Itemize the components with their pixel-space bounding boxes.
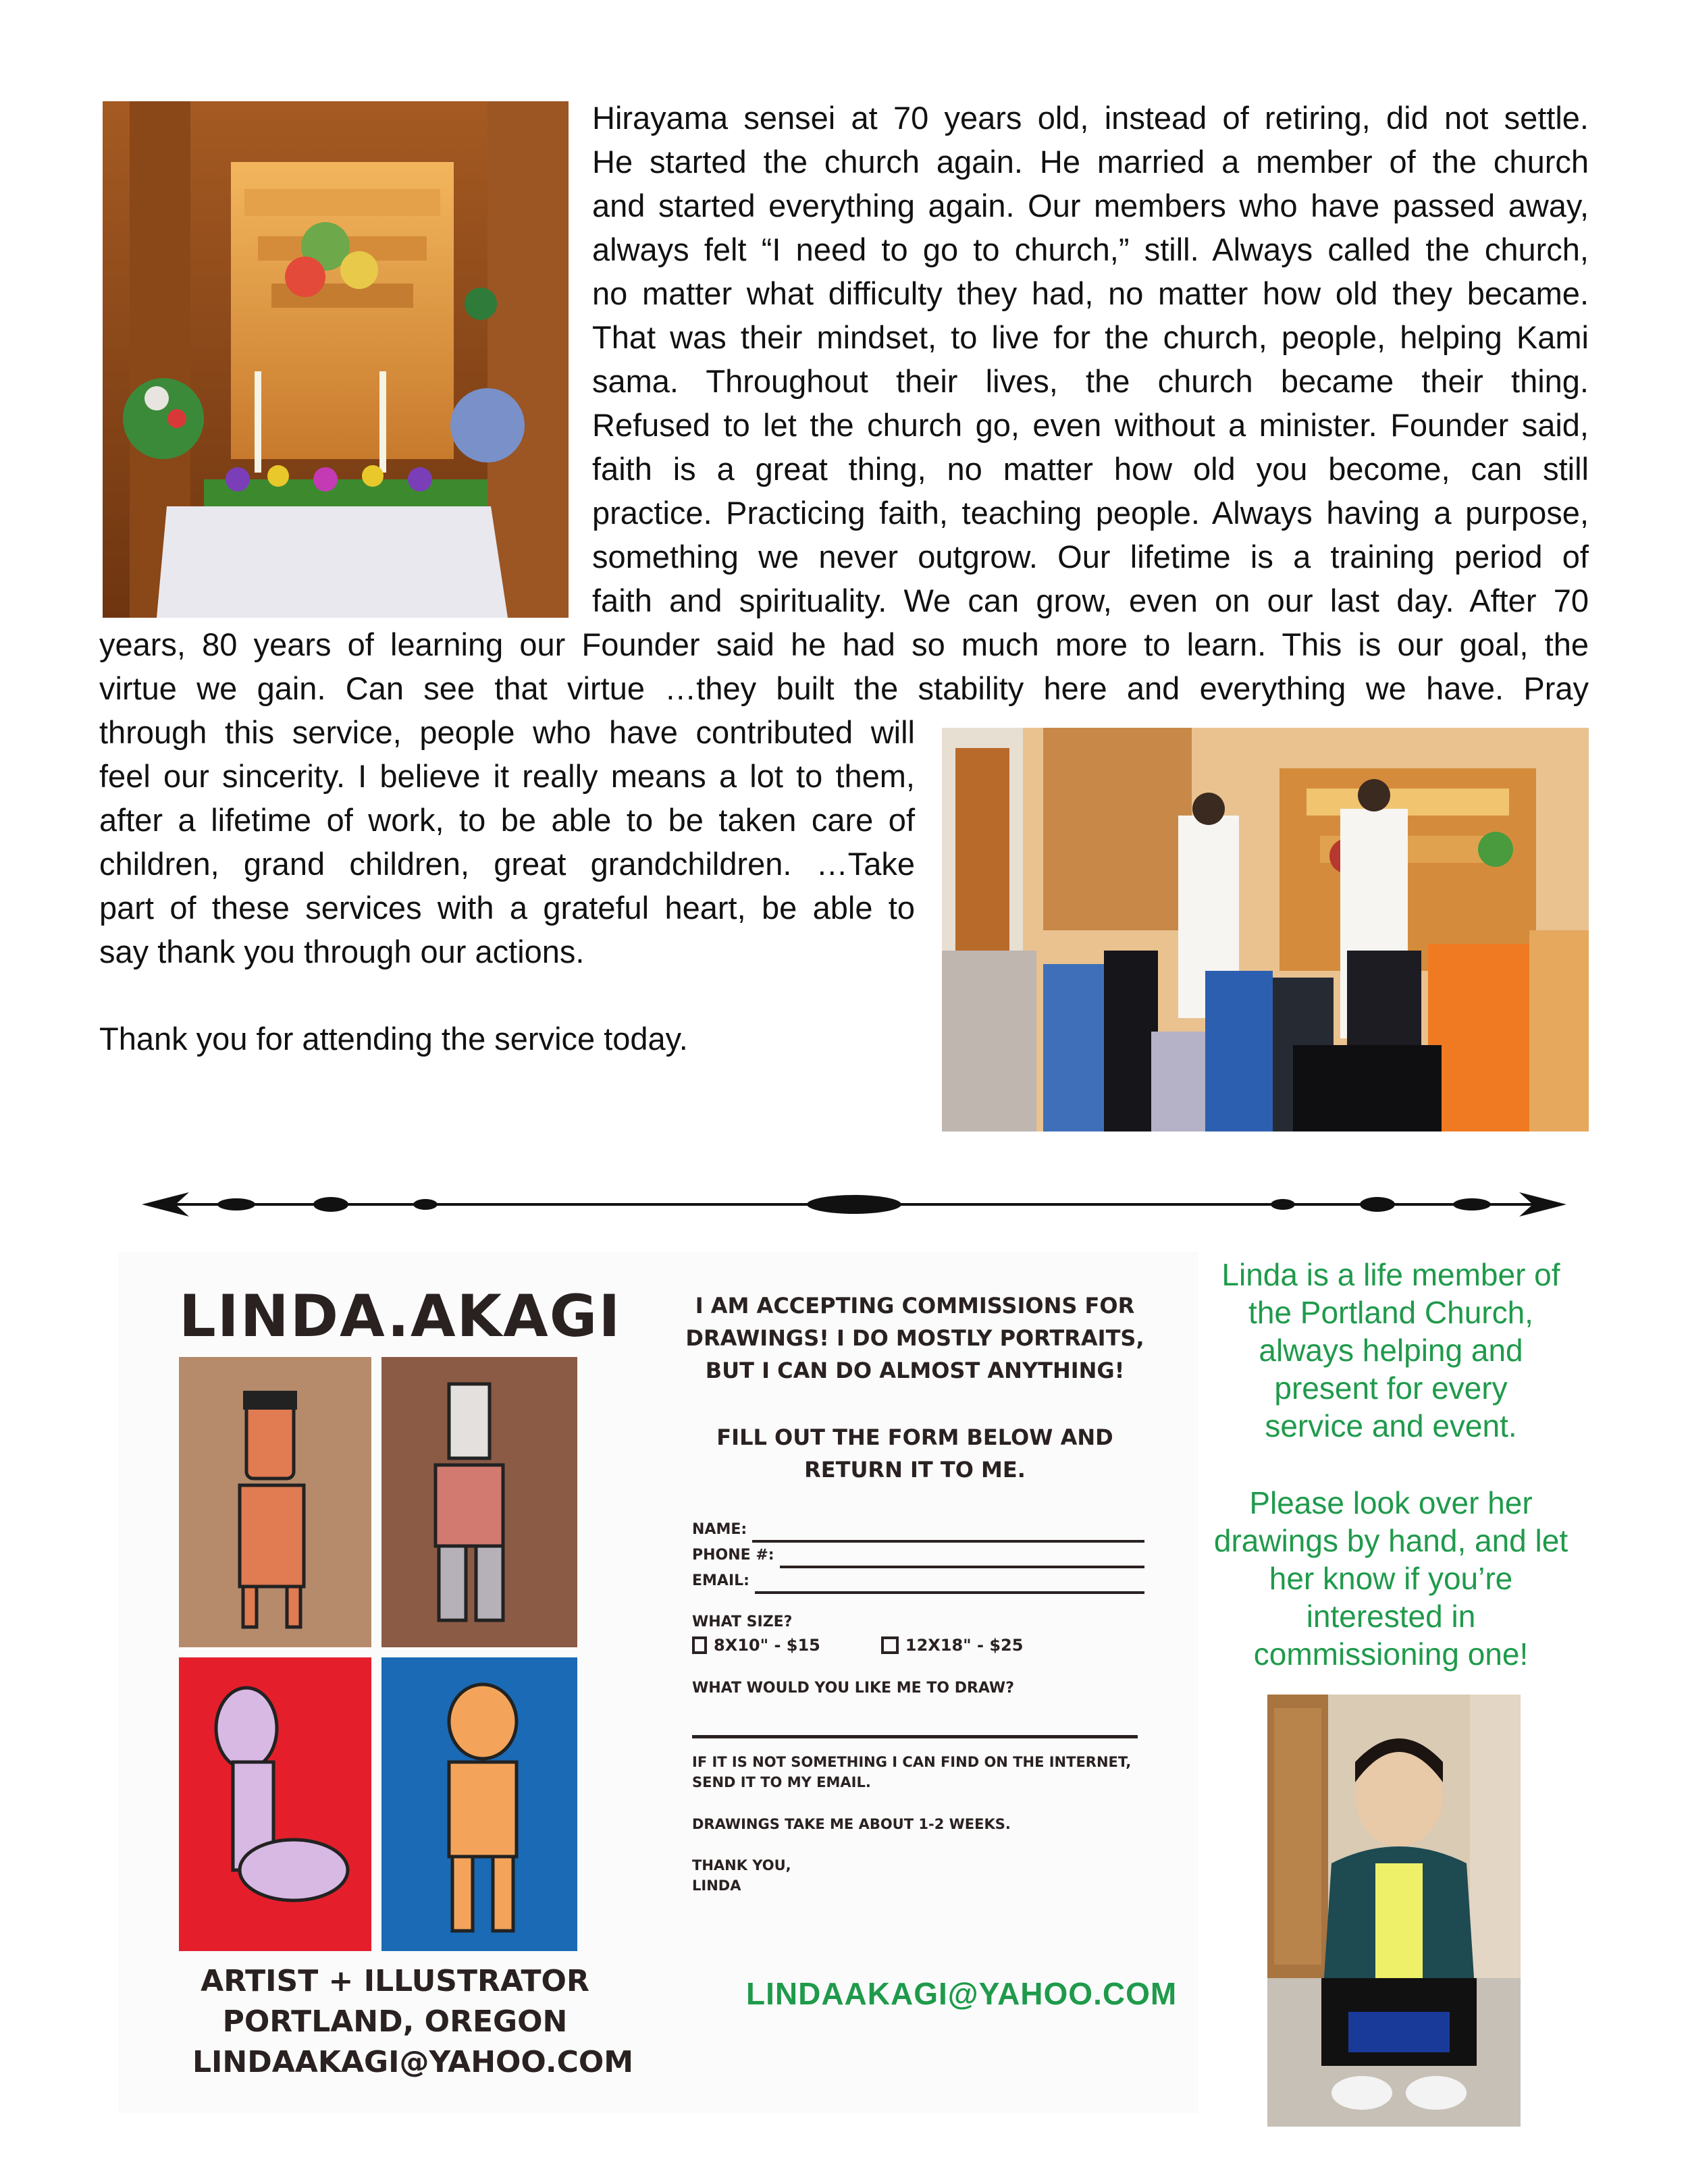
closing-line: Thank you for attending the service today. — [99, 1021, 688, 1057]
size-option-label: 12X18" - $25 — [905, 1636, 1024, 1655]
about-line: present for every — [1274, 1370, 1508, 1406]
text-line: That was their mindset, to live for the church, people, helping Kami — [592, 319, 1589, 355]
thanks-line: LINDA — [692, 1877, 741, 1894]
text-line: virtue we gain. Can see that virtue …they built the stability here and everything we have. Pray — [99, 670, 1589, 706]
sidebar-ask — [1188, 1484, 1593, 1673]
flyer-intro — [679, 1289, 1151, 1387]
contact-email: LINDAAKAGI@YAHOO.COM — [746, 1976, 1178, 2011]
flyer-internet-note — [692, 1752, 1165, 1792]
flyer-timing: DRAWINGS TAKE ME ABOUT 1-2 WEEKS. — [692, 1816, 1011, 1832]
form-field-email — [692, 1568, 1144, 1594]
about-line: always helping and — [1259, 1333, 1523, 1368]
draw-answer-line — [692, 1735, 1138, 1738]
text-line: through this service, people who have contributed will — [99, 714, 915, 750]
ask-line: commissioning one! — [1253, 1636, 1529, 1672]
checkbox-icon — [881, 1636, 899, 1654]
text-line: part of these services with a grateful heart, be able to — [99, 890, 915, 926]
flyer-thanks — [692, 1855, 791, 1896]
text-line: sama. Throughout their lives, the church became their thing. — [592, 363, 1589, 399]
text-line: always felt “I need to go to church,” still. Always called the church, — [592, 232, 1589, 267]
ask-line: Please look over her — [1249, 1485, 1533, 1520]
text-line: faith and spirituality. We can grow, even on our last day. After 70 — [592, 583, 1589, 618]
flyer-draw-question: WHAT WOULD YOU LIKE ME TO DRAW? — [692, 1680, 1014, 1697]
altar-photo — [103, 101, 569, 618]
text-line: years, 80 years of learning our Founder said he had so much more to learn. This is our goal, the — [99, 627, 1589, 662]
thanks-line: THANK YOU, — [692, 1857, 791, 1873]
about-line: Linda is a life member of — [1221, 1257, 1560, 1292]
flyer-fill-line: FILL OUT THE FORM BELOW AND — [716, 1424, 1113, 1450]
service-photo — [942, 728, 1589, 1131]
flyer-footer — [192, 1961, 634, 2083]
about-line: the Portland Church, — [1248, 1295, 1533, 1330]
text-line: He started the church again. He married a member of the church — [592, 144, 1589, 180]
form-field-label: NAME: — [692, 1521, 747, 1538]
ask-line: drawings by hand, and let — [1213, 1523, 1568, 1558]
flyer-footer-line: PORTLAND, OREGON — [222, 2004, 568, 2039]
flyer-size-options — [692, 1636, 1131, 1655]
flyer-form-fields — [692, 1517, 1144, 1594]
flyer-intro-line: I AM ACCEPTING COMMISSIONS FOR — [695, 1293, 1135, 1319]
size-option-large — [881, 1636, 1024, 1655]
text-line: practice. Practicing faith, teaching people. Always having a purpose, — [592, 495, 1589, 531]
form-field-label: EMAIL: — [692, 1572, 749, 1589]
flyer-size-question: WHAT SIZE? — [692, 1614, 793, 1630]
internet-note-line: IF IT IS NOT SOMETHING I CAN FIND ON THE INTERNET, — [692, 1754, 1132, 1770]
form-field-name — [692, 1517, 1144, 1543]
form-field-line — [755, 1576, 1144, 1594]
form-field-label: PHONE #: — [692, 1547, 774, 1564]
about-line: service and event. — [1265, 1408, 1517, 1443]
text-line: say thank you through our actions. — [99, 934, 585, 969]
text-line: after a lifetime of work, to be able to be taken care of — [99, 802, 915, 838]
flyer-footer-line: ARTIST + ILLUSTRATOR — [201, 1964, 589, 1998]
article-full-lines — [99, 622, 1589, 710]
ornamental-divider — [142, 1190, 1566, 1219]
flyer-fill-instruction — [679, 1421, 1151, 1486]
text-line: no matter what difficulty they had, no matter how old they became. — [592, 275, 1589, 311]
text-line: Hirayama sensei at 70 years old, instead of retiring, did not settle. — [592, 100, 1589, 136]
internet-note-line: SEND IT TO MY EMAIL. — [692, 1774, 871, 1790]
drawing-grid — [179, 1357, 577, 1951]
linda-photo — [1267, 1695, 1521, 2127]
text-line: faith is a great thing, no matter how old you become, can still — [592, 451, 1589, 487]
text-line: children, grand children, great grandchildren. …Take — [99, 846, 915, 882]
flyer-intro-line: BUT I CAN DO ALMOST ANYTHING! — [705, 1358, 1125, 1383]
text-line: and started everything again. Our members who have passed away, — [592, 188, 1589, 223]
text-line: something we never outgrow. Our lifetime is a training period of — [592, 539, 1589, 575]
article-para2 — [99, 710, 915, 974]
flyer-intro-line: DRAWINGS! I DO MOSTLY PORTRAITS, — [685, 1325, 1144, 1351]
size-option-small — [692, 1636, 820, 1655]
ask-line: interested in — [1306, 1599, 1476, 1634]
ask-line: her know if you’re — [1269, 1561, 1513, 1596]
form-field-phone — [692, 1543, 1144, 1568]
form-field-line — [752, 1525, 1144, 1543]
flyer-fill-line: RETURN IT TO ME. — [804, 1457, 1026, 1483]
sidebar-about — [1188, 1256, 1593, 1445]
flyer-footer-line: LINDAAKAGI@YAHOO.COM — [192, 2045, 634, 2079]
article-para1 — [592, 96, 1589, 622]
flyer-name: LINDA.AKAGI — [179, 1283, 622, 1350]
text-line: Refused to let the church go, even without a minister. Founder said, — [592, 407, 1589, 443]
checkbox-icon — [692, 1636, 707, 1654]
form-field-line — [780, 1551, 1144, 1568]
text-line: feel our sincerity. I believe it really means a lot to them, — [99, 758, 915, 794]
size-option-label: 8X10" - $15 — [714, 1636, 820, 1655]
